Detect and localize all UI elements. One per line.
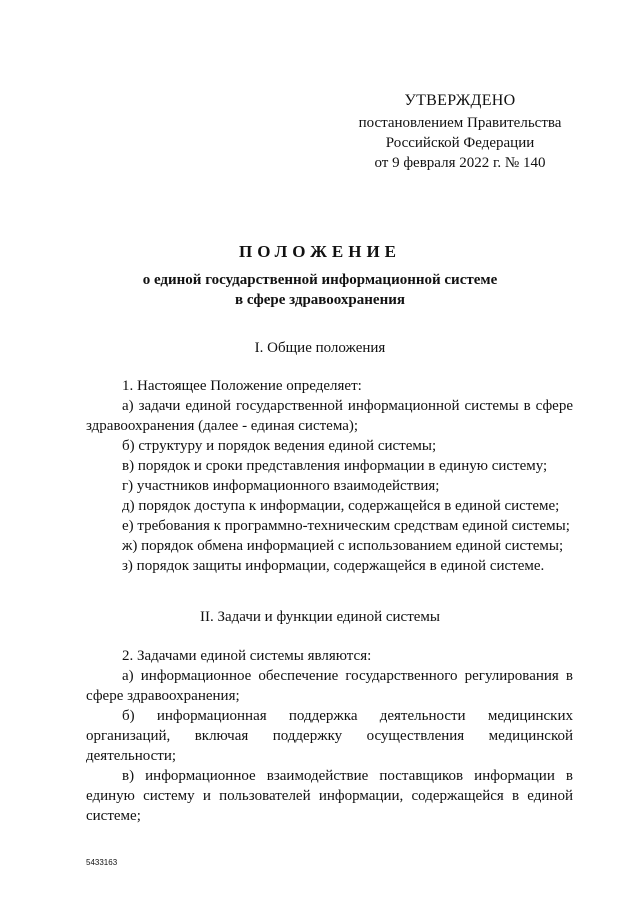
paragraph: а) задачи единой государственной информационной системы в сфере здравоохранения (далее - единая система); xyxy=(86,398,573,434)
section-2-heading: II. Задачи и функции единой системы xyxy=(200,609,440,625)
section-1-heading: I. Общие положения xyxy=(254,340,386,356)
paragraph: 2. Задачами единой системы являются: xyxy=(122,648,372,664)
paragraph: в) информационное взаимодействие поставщиков информации в единую систему и пользователей информации, содержащейся в единой системе; xyxy=(86,768,573,824)
paragraph: а) информационное обеспечение государственного регулирования в сфере здравоохранения; xyxy=(86,668,573,704)
section-1-body xyxy=(86,376,573,576)
paragraph: г) участников информационного взаимодействия; xyxy=(122,478,440,494)
section-2-body xyxy=(86,646,573,826)
paragraph: з) порядок защиты информации, содержащейся в единой системе. xyxy=(122,558,545,574)
paragraph: б) информационная поддержка деятельности медицинских организаций, включая поддержку осуществления медицинской деятельности; xyxy=(86,708,573,764)
document-code: 5433163 xyxy=(86,858,118,867)
paragraph: б) структуру и порядок ведения единой системы; xyxy=(122,438,437,454)
document-subtitle xyxy=(0,270,640,310)
paragraph: е) требования к программно-техническим средствам единой системы; xyxy=(122,518,570,534)
approval-heading: УТВЕРЖДЕНО xyxy=(404,92,516,109)
paragraph: в) порядок и сроки представления информации в единую систему; xyxy=(122,458,548,474)
approval-line-3: от 9 февраля 2022 г. № 140 xyxy=(374,155,546,171)
subtitle-line-2: в сфере здравоохранения xyxy=(235,292,405,308)
approval-line-2: Российской Федерации xyxy=(385,135,535,151)
paragraph: 1. Настоящее Положение определяет: xyxy=(122,378,362,394)
paragraph: д) порядок доступа к информации, содержащейся в единой системе; xyxy=(122,498,560,514)
document-title: ПОЛОЖЕНИЕ xyxy=(239,242,401,261)
subtitle-line-1: о единой государственной информационной системе xyxy=(142,272,498,288)
approval-stamp xyxy=(340,91,580,173)
paragraph: ж) порядок обмена информацией с использованием единой системы; xyxy=(122,538,564,554)
approval-line-1: постановлением Правительства xyxy=(358,115,562,131)
